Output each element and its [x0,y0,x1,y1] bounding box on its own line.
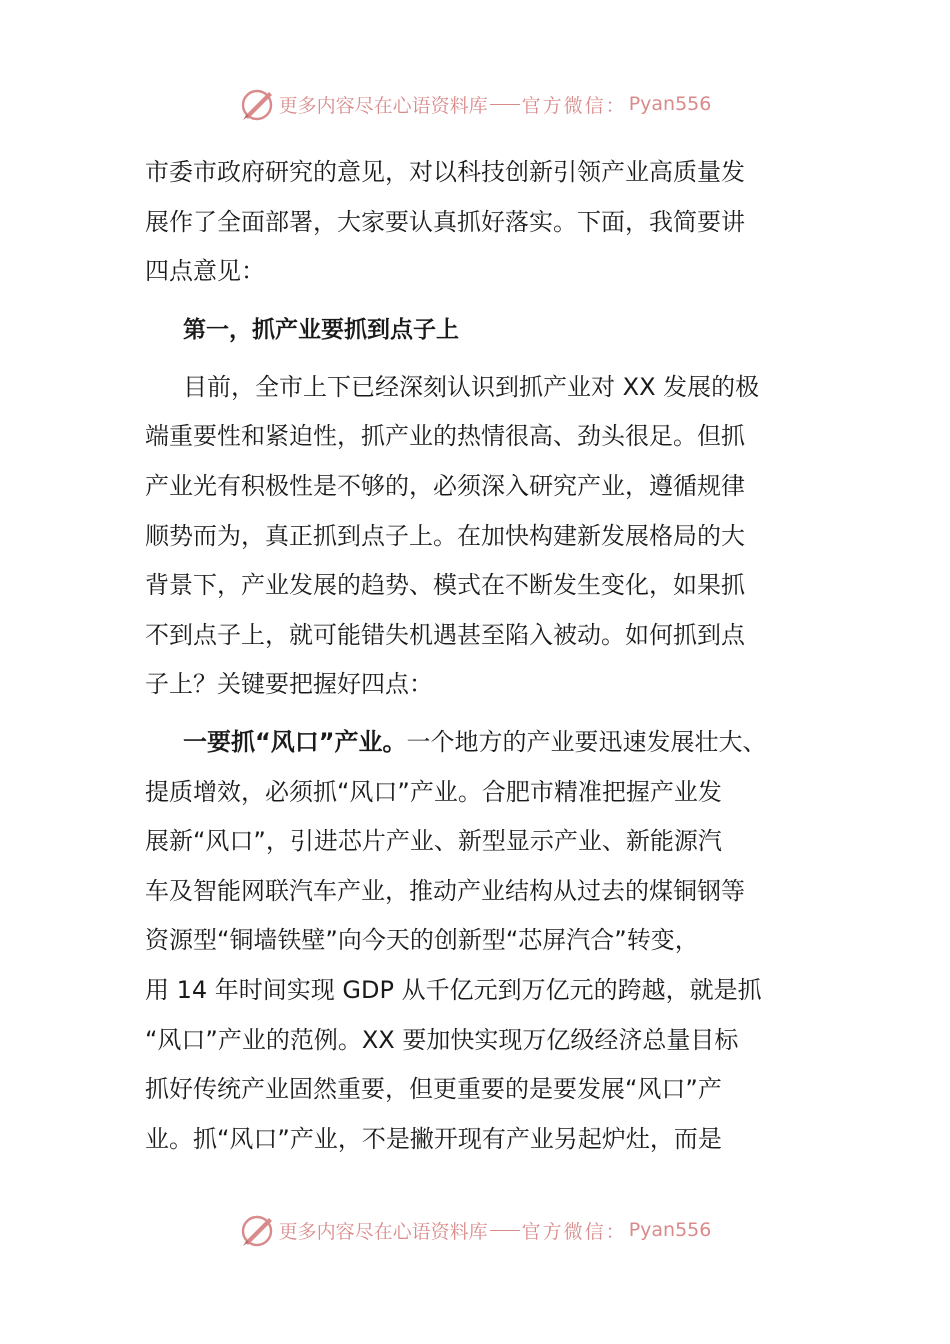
bold-lead: 一要抓“风口”产业。 [183,727,407,756]
paragraph-wind-industry [145,718,810,1164]
watermark-banner-bottom [0,1210,950,1250]
text-line: 用 14 年时间实现 GDP 从千亿元到万亿元的跨越，就是抓 [145,975,762,1004]
text-line: 业。抓“风口”产业，不是撇开现有产业另起炉灶，而是 [145,1124,722,1153]
watermark-separator [490,104,520,105]
text-line [145,718,810,768]
watermark-label: 官方微信： [521,1220,627,1243]
watermark-label: 官方微信： [521,94,627,117]
watermark-id: Pyan556 [628,1219,712,1241]
paragraph-intro [145,148,810,297]
text-line: 产业光有积极性是不够的，必须深入研究产业，遵循规律 [145,471,745,500]
text-line: 顺势而为，真正抓到点子上。在加快构建新发展格局的大 [145,521,745,550]
text-line: 提质增效，必须抓“风口”产业。合肥市精准把握产业发 [145,777,722,806]
text-line: 背景下，产业发展的趋势、模式在不断发生变化，如果抓 [145,571,745,600]
text-line: 目前，全市上下已经深刻认识到抓产业对 XX 发展的极 [183,372,760,401]
section-heading: 第一，抓产业要抓到点子上 [183,316,459,343]
watermark-text: 更多内容尽在心语资料库 [278,1220,488,1243]
text-line: 资源型“铜墙铁壁”向今天的创新型“芯屏汽合”转变， [145,926,699,955]
document-body [145,148,810,1164]
text-line: “风口”产业的范例。XX 要加快实现万亿级经济总量目标 [145,1025,739,1054]
text-line: 端重要性和紧迫性，抓产业的热情很高、劲头很足。但抓 [145,422,745,451]
text-line: 市委市政府研究的意见，对以科技创新引领产业高质量发 [145,158,745,186]
text-line: 展新“风口”，引进芯片产业、新型显示产业、新能源汽 [145,827,722,856]
text-run: 一个地方的产业要迅速发展壮大、 [406,727,767,756]
text-line: 四点意见： [145,257,265,286]
text-line: 子上？关键要把握好四点： [145,670,433,699]
watermark-id: Pyan556 [628,93,712,115]
watermark-text: 更多内容尽在心语资料库 [278,94,488,117]
watermark-banner-top [0,84,950,124]
pen-logo-icon [239,86,275,122]
text-line: 抓好传统产业固然重要，但更重要的是要发展“风口”产 [145,1075,722,1104]
text-line: 不到点子上，就可能错失机遇甚至陷入被动。如何抓到点 [145,620,745,649]
text-line: 展作了全面部署，大家要认真抓好落实。下面，我简要讲 [145,207,745,236]
paragraph-current-situation [145,363,810,710]
pen-logo-icon [239,1212,275,1248]
text-line: 车及智能网联汽车产业，推动产业结构从过去的煤铜钢等 [145,876,745,905]
watermark-separator [490,1230,520,1231]
